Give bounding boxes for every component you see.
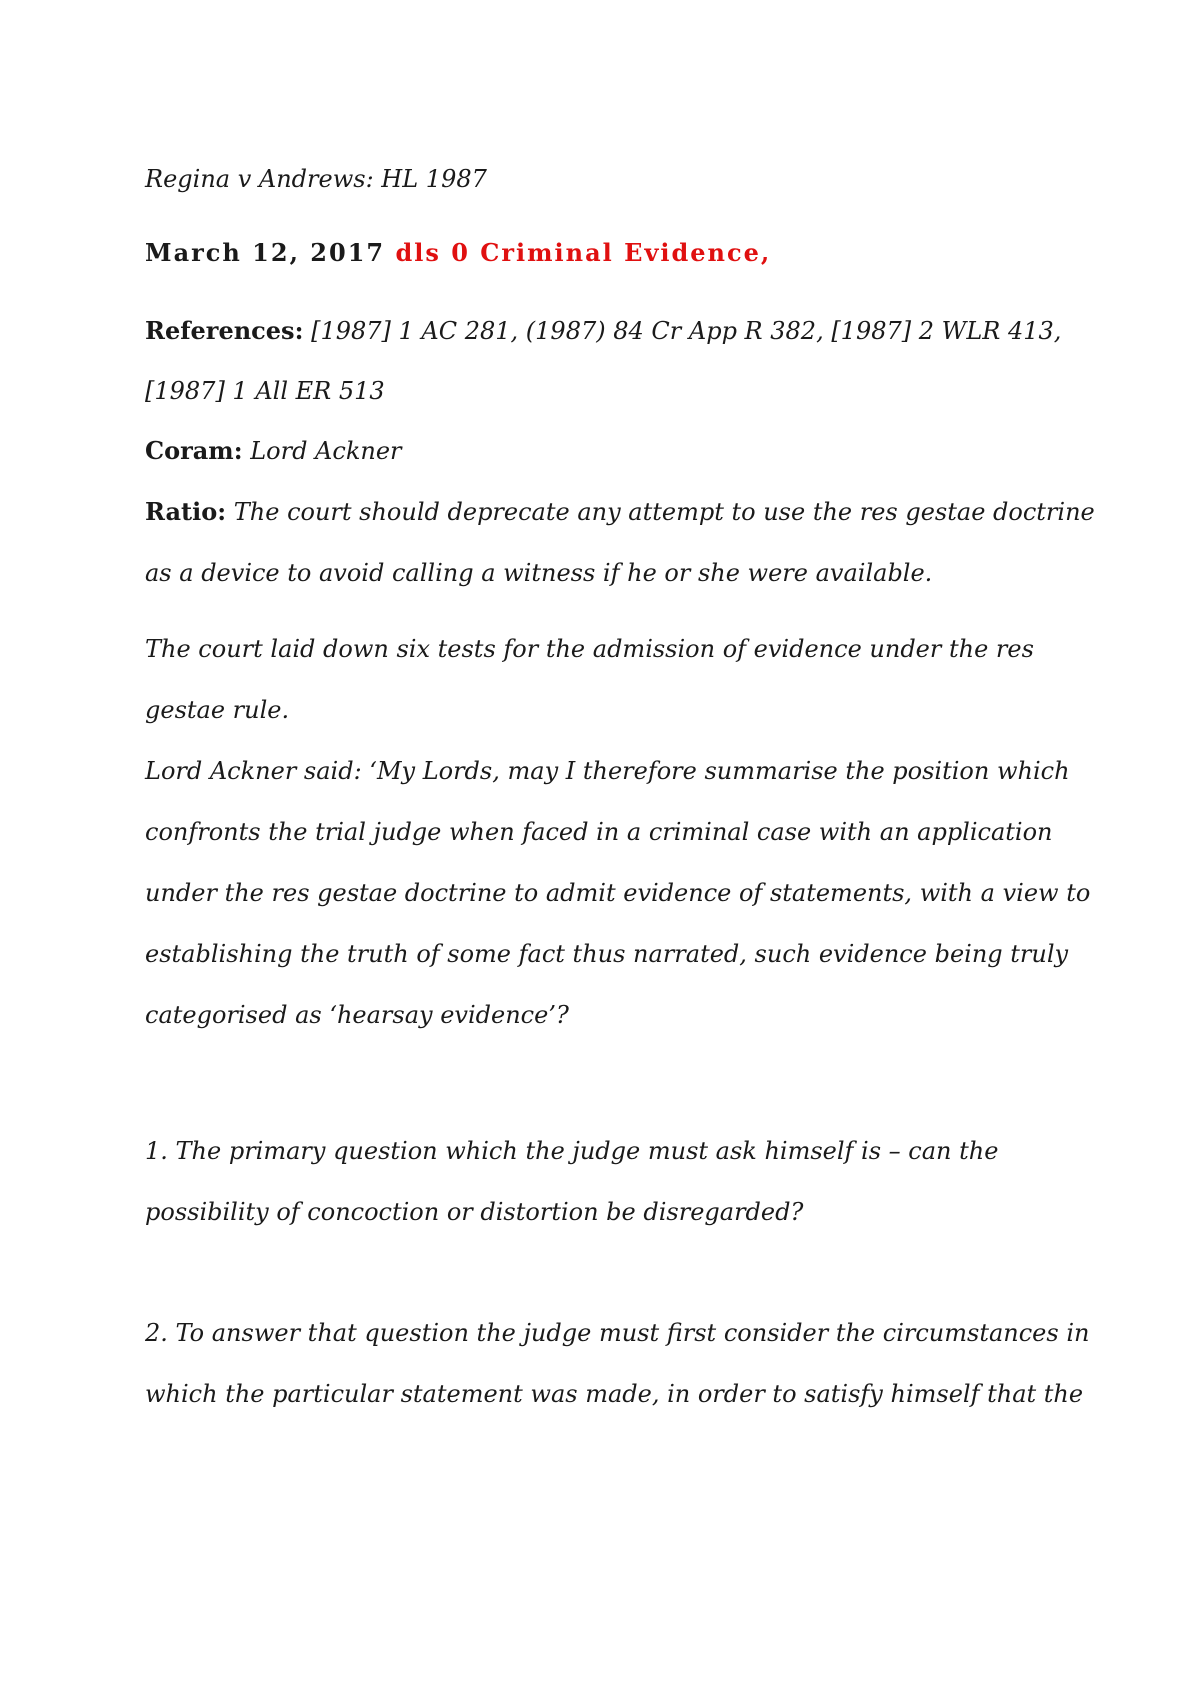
- quote-line-5: categorised as ‘hearsay evidence’?: [145, 1001, 569, 1029]
- point-2-line-2: which the particular statement was made, in order to satisfy himself that the: [145, 1380, 1084, 1408]
- case-title: Regina v Andrews: HL 1987: [145, 165, 487, 193]
- quote-line-4: establishing the truth of some fact thus narrated, such evidence being truly: [145, 940, 1069, 968]
- tests-intro-line-2: gestae rule.: [145, 696, 290, 724]
- coram-value: Lord Ackner: [250, 437, 402, 465]
- ratio-label: Ratio:: [145, 497, 227, 526]
- references-text-1: [1987] 1 AC 281, (1987) 84 Cr App R 382, [1987] 2 WLR 413,: [311, 317, 1062, 345]
- post-category-label: Criminal Evidence: [480, 238, 761, 267]
- references-line-2: [1987] 1 All ER 513: [145, 377, 385, 405]
- coram-label: Coram:: [145, 436, 243, 465]
- quote-line-1: Lord Ackner said: ‘My Lords, may I therefore summarise the position which: [145, 757, 1070, 785]
- tests-intro-line-1: The court laid down six tests for the admission of evidence under the res: [145, 635, 1034, 663]
- post-meta: [145, 238, 771, 268]
- references-line-1: [145, 316, 1061, 346]
- quote-line-2: confronts the trial judge when faced in a criminal case with an application: [145, 818, 1053, 846]
- references-label: References:: [145, 316, 304, 345]
- ratio-text-1: The court should deprecate any attempt to use the res gestae doctrine: [233, 498, 1095, 526]
- post-author[interactable]: dls: [395, 238, 441, 267]
- comment-count[interactable]: 0: [451, 238, 470, 267]
- point-2-line-1: 2. To answer that question the judge must first consider the circumstances in: [145, 1319, 1090, 1347]
- ratio-line-2: as a device to avoid calling a witness if he or she were available.: [145, 559, 933, 587]
- post-category[interactable]: [480, 238, 771, 267]
- coram-line: [145, 436, 402, 466]
- point-1-line-1: 1. The primary question which the judge must ask himself is – can the: [145, 1137, 999, 1165]
- ratio-line-1: [145, 497, 1095, 527]
- post-date: March 12, 2017: [145, 238, 386, 267]
- meta-separator: ,: [760, 238, 772, 267]
- point-1-line-2: possibility of concoction or distortion be disregarded?: [145, 1198, 804, 1226]
- quote-line-3: under the res gestae doctrine to admit evidence of statements, with a view to: [145, 879, 1091, 907]
